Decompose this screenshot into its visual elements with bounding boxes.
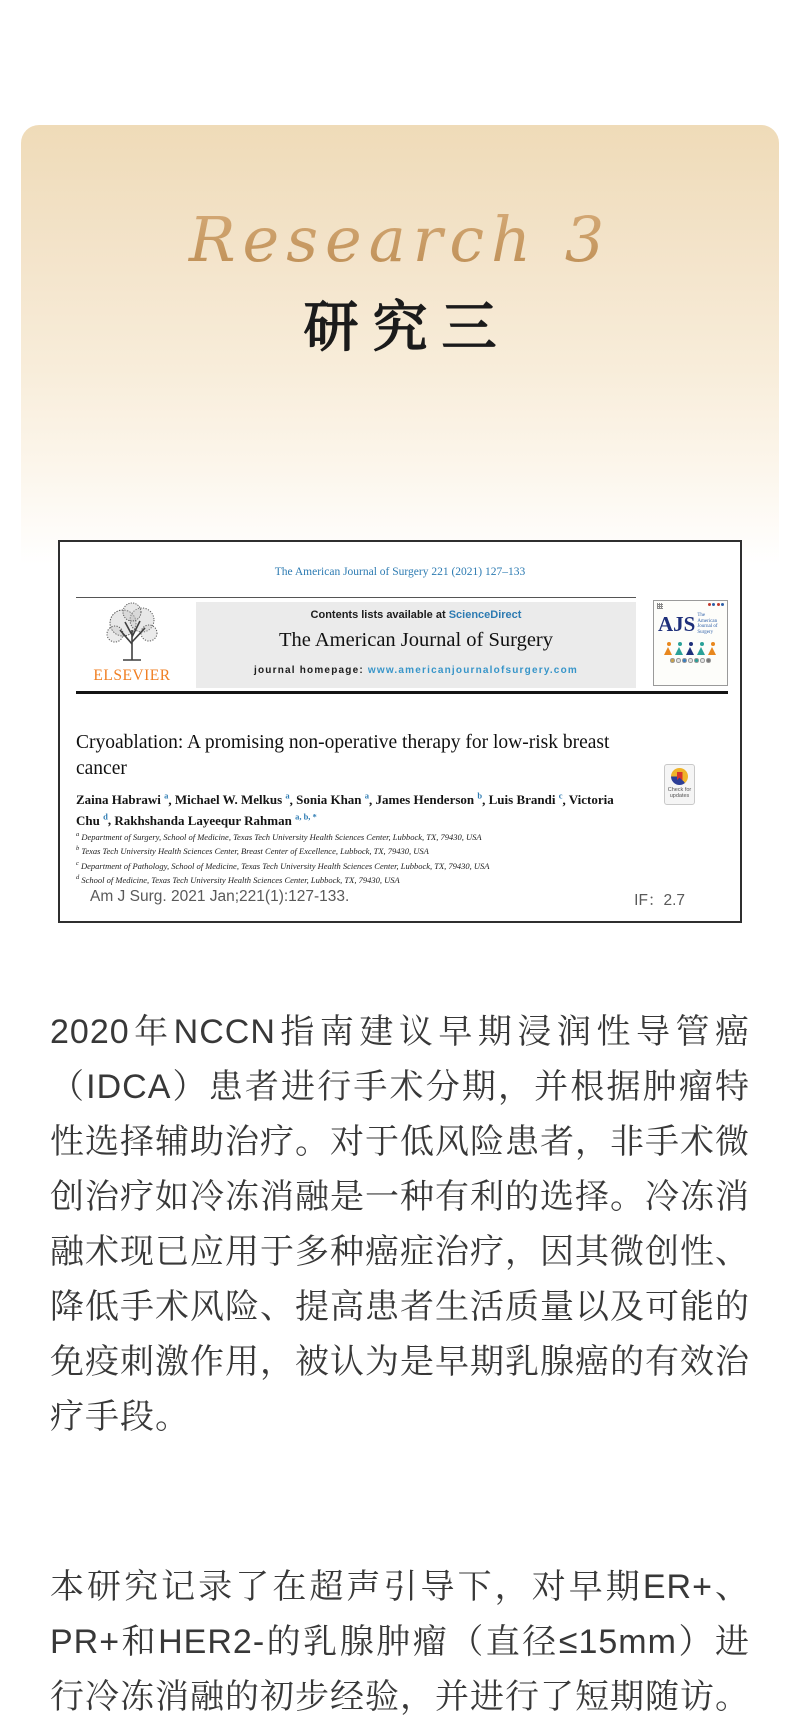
- homepage-url-link[interactable]: www.americanjournalofsurgery.com: [367, 665, 578, 676]
- homepage-line: [196, 665, 636, 676]
- affiliation: $^a$ Department of Surgery, School of Medicine, Texas Tech University Health Sciences Center, Lubbock, TX, 79430, USA: [76, 831, 482, 842]
- cover-barcode-icon: [657, 603, 663, 609]
- divider-thick: [76, 691, 728, 694]
- section-cn-title: 研究三: [303, 297, 511, 358]
- author: Sonia Khan $^a$: [296, 791, 370, 808]
- elsevier-logo: [76, 602, 188, 688]
- impact-factor: IF：2.7: [634, 892, 685, 909]
- author: Luis Brandi $^c$: [488, 791, 563, 808]
- section-script-title: Research 3: [21, 203, 779, 276]
- summary-paragraph-2: 本研究记录了在超声引导下，对早期ER+、PR+和HER2-的乳腺肿瘤（直径≤15mm）进行冷冻消融的初步经验，并进行了短期随访。: [50, 1568, 750, 1716]
- check-updates-label: Check for updates: [667, 787, 692, 799]
- journal-citation-header: The American Journal of Surgery 221 (2021) 127–133: [274, 566, 526, 578]
- journal-article-screenshot: [58, 540, 742, 923]
- citation-text: Am J Surg. 2021 Jan;221(1):127-133.: [90, 888, 350, 905]
- affiliation: $^c$ Department of Pathology, School of Medicine, Texas Tech University Health Sciences Center, Lubbock, TX, 79430, USA: [76, 859, 490, 871]
- citation-row: [60, 888, 740, 910]
- author: Michael W. Melkus $^a$: [174, 791, 290, 808]
- journal-cover-thumbnail: [653, 600, 728, 686]
- cover-dots-icon: [708, 603, 725, 606]
- bookmark-circle-icon: [671, 768, 688, 785]
- affiliation-list: [76, 829, 716, 886]
- gradient-card: [21, 125, 779, 1723]
- author-list: Zaina Habrawi $^a$, Michael W. Melkus $^a$, Sonia Khan $^a$, James Henderson $^b$, Luis Brandi $^c$, Victoria Chu $^d$, Rakhshanda Layeequr Rahman $^{a, b, *}$: [76, 791, 614, 828]
- journal-name: The American Journal of Surgery: [278, 629, 554, 651]
- sciencedirect-link[interactable]: ScienceDirect: [448, 609, 522, 621]
- summary-paragraph-1: 2020年NCCN指南建议早期浸润性导管癌（IDCA）患者进行手术分期，并根据肿瘤特性选择辅助治疗。对于低风险患者，非手术微创治疗如冷冻消融是一种有利的选择。冷冻消融术现已应用于多种癌症治疗，因其微创性、降低手术风险、提高患者生活质量以及可能的免疫刺激作用，被认为是早期乳腺癌的有效治疗手段。: [50, 1013, 750, 1436]
- author: Victoria Chu $^d$: [76, 792, 614, 828]
- cover-ajs-monogram: AJS: [658, 612, 696, 636]
- summary-text: [50, 1005, 750, 1725]
- cover-journal-title: The American Journal of Surgery: [697, 613, 718, 635]
- affiliation: $^d$ School of Medicine, Texas Tech University Health Sciences Center, Lubbock, TX, 79430, USA: [76, 873, 400, 885]
- article-title: Cryoablation: A promising non-operative therapy for low-risk breast cancer: [76, 732, 610, 779]
- divider-thin: [76, 597, 636, 598]
- elsevier-wordmark: ELSEVIER: [93, 667, 171, 684]
- author: James Henderson $^b$: [375, 791, 483, 808]
- author: Zaina Habrawi $^a$: [76, 791, 169, 808]
- affiliation: $^b$ Texas Tech University Health Sciences Center, Breast Center of Excellence, Lubbock, TX, 79430, USA: [76, 845, 429, 857]
- journal-masthead: [196, 602, 636, 688]
- elsevier-tree-icon: [101, 602, 163, 666]
- cover-people-artwork-icon: [654, 642, 727, 655]
- check-for-updates-badge[interactable]: [664, 764, 695, 805]
- homepage-label: journal homepage:: [254, 665, 368, 676]
- author: Rakhshanda Layeequr Rahman $^{a, b, *}$: [114, 811, 317, 828]
- contents-line: [196, 609, 636, 621]
- contents-prefix: Contents lists available at: [310, 609, 449, 621]
- cover-badge-circles-icon: [654, 658, 727, 663]
